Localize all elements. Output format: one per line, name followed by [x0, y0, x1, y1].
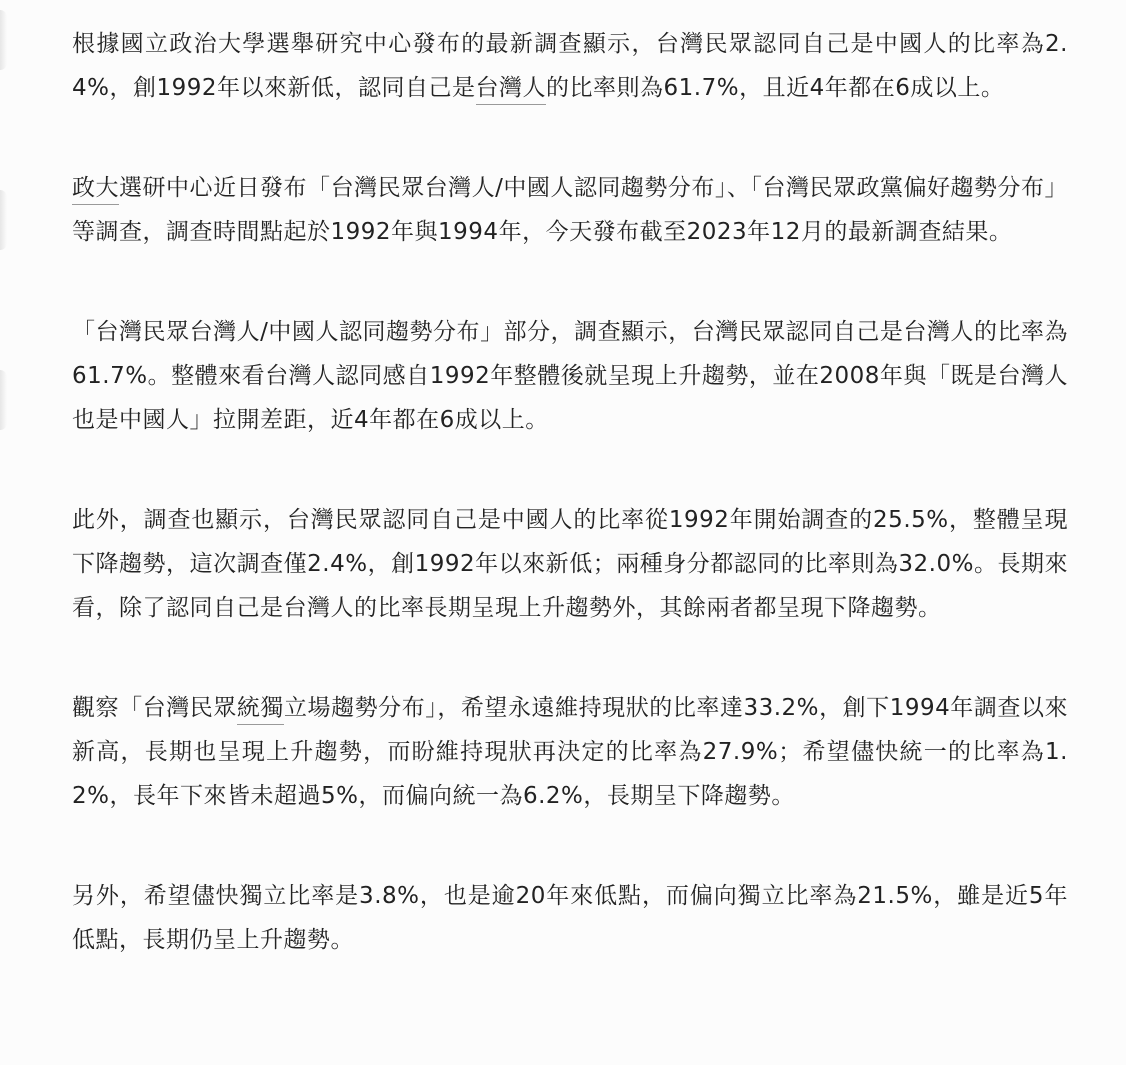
- page-edge-shadow: [0, 190, 7, 250]
- article-body: [72, 22, 1068, 1018]
- page-edge-shadow: [0, 10, 7, 70]
- paragraph-text: 選研中心近日發布「台灣民眾台灣人/中國人認同趨勢分布」、「台灣民眾政黨偏好趨勢分布」等調查，調查時間點起於1992年與1994年，今天發布截至2023年12月的最新調查結果。: [72, 175, 1069, 245]
- paragraph-text: 根據國立政治大學選舉研究中心發布的最新調查顯示，台灣民眾認同自己是中國人的比率為2.4%，創1992年以來新低，認同自己是: [72, 31, 1068, 101]
- paragraph-text: 此外，調查也顯示，台灣民眾認同自己是中國人的比率從1992年開始調查的25.5%，整體呈現下降趨勢，這次調查僅2.4%，創1992年以來新低；兩種身分都認同的比率則為32.0%。長期來看，除了認同自己是台灣人的比率長期呈現上升趨勢外，其餘兩者都呈現下降趨勢。: [72, 507, 1068, 621]
- article-paragraph: [72, 498, 1068, 630]
- paragraph-text: 的比率則為61.7%，且近4年都在6成以上。: [546, 75, 1005, 101]
- article-paragraph: [72, 686, 1068, 818]
- keyword-link-nccu[interactable]: 政大: [72, 175, 119, 205]
- paragraph-text: 觀察「台灣民眾: [72, 695, 237, 721]
- article-paragraph: [72, 874, 1068, 962]
- keyword-link-unification-independence[interactable]: 統獨: [237, 695, 284, 725]
- article-paragraph: [72, 166, 1068, 254]
- page-edge-shadow: [0, 370, 7, 430]
- paragraph-text: 立場趨勢分布」，希望永遠維持現狀的比率達33.2%，創下1994年調查以來新高，長期也呈現上升趨勢，而盼維持現狀再決定的比率為27.9%；希望儘快統一的比率為1.2%，長年下來皆未超過5%，而偏向統一為6.2%，長期呈下降趨勢。: [72, 695, 1069, 809]
- paragraph-text: 另外，希望儘快獨立比率是3.8%，也是逾20年來低點，而偏向獨立比率為21.5%，雖是近5年低點，長期仍呈上升趨勢。: [72, 883, 1068, 953]
- keyword-link-taiwanese[interactable]: 台灣人: [476, 75, 547, 105]
- paragraph-text: 「台灣民眾台灣人/中國人認同趨勢分布」部分，調查顯示，台灣民眾認同自己是台灣人的比率為61.7%。整體來看台灣人認同感自1992年整體後就呈現上升趨勢，並在2008年與「既是台灣人也是中國人」拉開差距，近4年都在6成以上。: [72, 319, 1068, 433]
- article-paragraph: [72, 22, 1068, 110]
- article-paragraph: [72, 310, 1068, 442]
